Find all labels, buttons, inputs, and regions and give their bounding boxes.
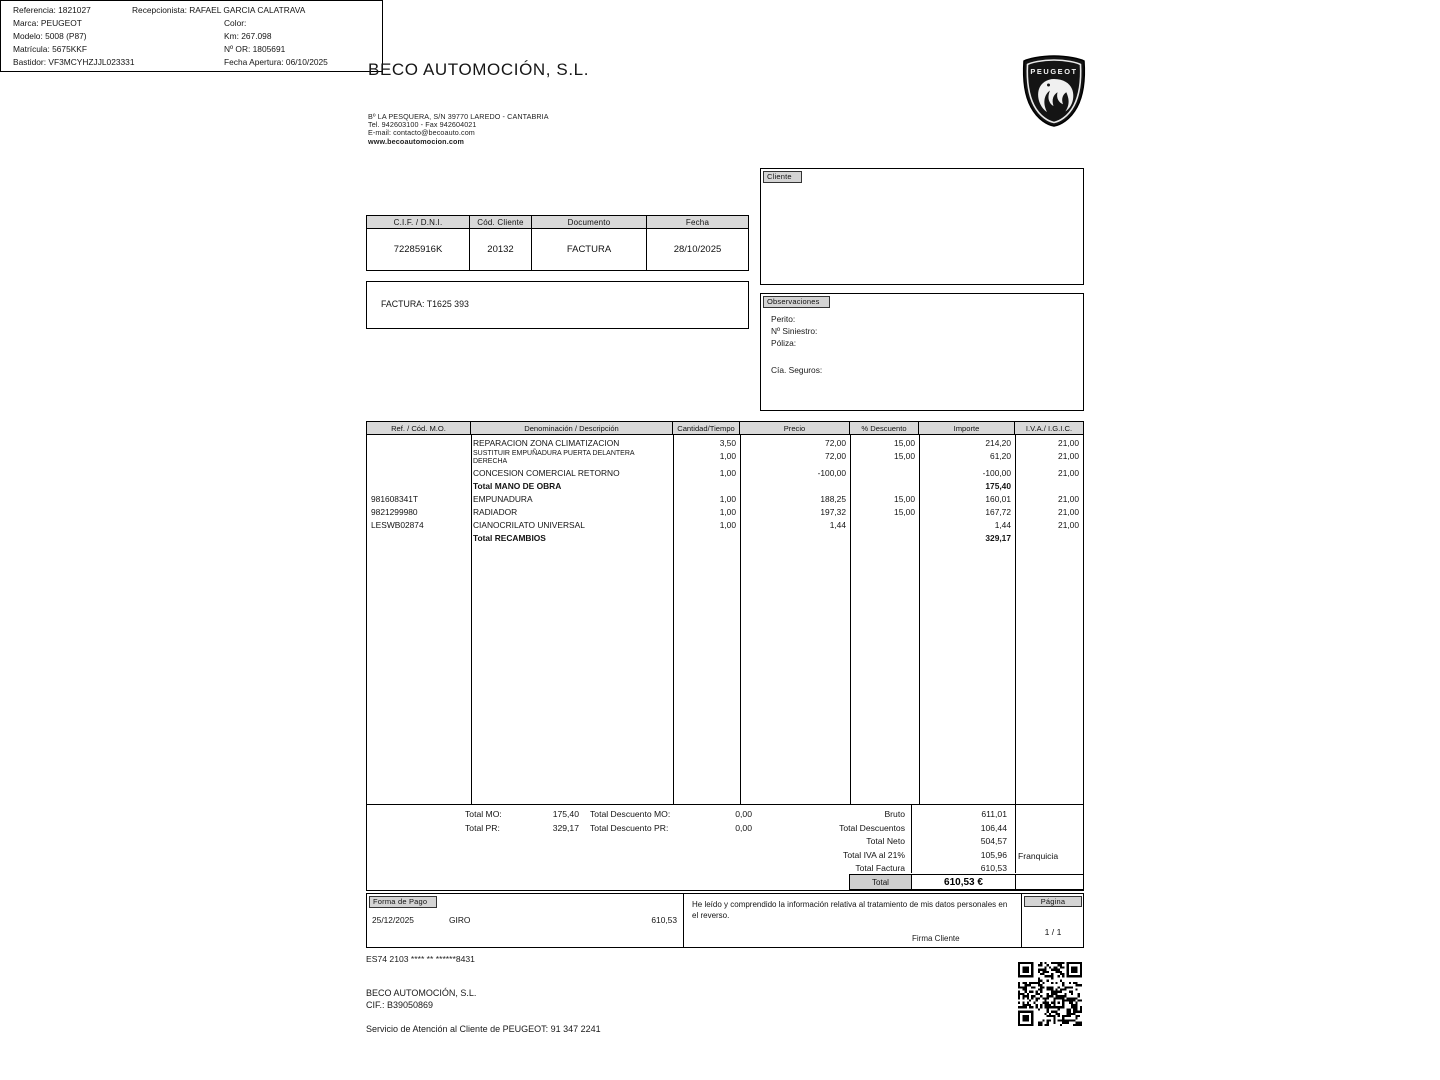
total-mo-value: 175,40 bbox=[552, 809, 579, 819]
table-row bbox=[367, 506, 1083, 518]
qr-code bbox=[1018, 962, 1082, 1026]
payment-amount: 610,53 bbox=[651, 915, 677, 925]
vehicle-vin: Bastidor: VF3MCYHZJJL023331 bbox=[13, 57, 135, 67]
summary-label: Total Factura bbox=[855, 863, 905, 873]
cell-price: 188,25 bbox=[820, 494, 846, 504]
cell-amount: 175,40 bbox=[985, 481, 1011, 491]
observations-insurer: Cía. Seguros: bbox=[771, 365, 823, 375]
cell-quantity: 1,00 bbox=[719, 451, 736, 461]
cell-description: REPARACION ZONA CLIMATIZACION bbox=[473, 438, 620, 448]
payment-method: GIRO bbox=[449, 915, 471, 925]
cell-price: -100,00 bbox=[817, 468, 846, 478]
cell-iva: 21,00 bbox=[1058, 468, 1079, 478]
vehicle-info-box bbox=[0, 0, 383, 72]
grand-total-label: Total bbox=[849, 874, 912, 890]
cell-amount: 61,20 bbox=[990, 451, 1011, 461]
work-order-number: Nº OR: 1805691 bbox=[224, 44, 286, 54]
col-header-iva: I.V.A./ I.G.I.C. bbox=[1025, 424, 1073, 433]
cell-description: CONCESION COMERCIAL RETORNO bbox=[473, 468, 620, 478]
observations-siniestro: Nº Siniestro: bbox=[771, 326, 818, 336]
cell-iva: 21,00 bbox=[1058, 520, 1079, 530]
col-header-desc: Denominación / Descripción bbox=[471, 422, 673, 434]
totals-divider bbox=[1015, 805, 1016, 873]
cell-discount: 15,00 bbox=[894, 507, 915, 517]
company-address-line: Bº LA PESQUERA, S/N 39770 LAREDO - CANTABRIA bbox=[368, 112, 549, 121]
client-box-tag: Cliente bbox=[763, 171, 802, 183]
cell-description: SUSTITUIR EMPUÑADURA PUERTA DELANTERA DERECHA bbox=[473, 450, 635, 465]
cell-quantity: 1,00 bbox=[719, 520, 736, 530]
company-email-line: E-mail: contacto@becoauto.com bbox=[368, 128, 475, 138]
cell-iva: 21,00 bbox=[1058, 451, 1079, 461]
footer-cif: CIF.: B39050869 bbox=[366, 1000, 434, 1010]
cell-description: CIANOCRILATO UNIVERSAL bbox=[473, 520, 585, 530]
observations-box bbox=[760, 293, 1084, 411]
vehicle-model: Modelo: 5008 (P87) bbox=[13, 31, 87, 41]
company-title: BECO AUTOMOCIÓN, S.L. bbox=[368, 60, 590, 79]
discount-mo-label: Total Descuento MO: bbox=[590, 809, 671, 819]
col-header-discount: % Descuento bbox=[850, 422, 919, 434]
grand-total-amount: 610,53 € bbox=[912, 874, 1016, 890]
cell-amount: 160,01 bbox=[985, 494, 1011, 504]
totals-divider bbox=[911, 805, 912, 873]
vehicle-brand: Marca: PEUGEOT bbox=[13, 18, 82, 28]
table-row bbox=[367, 437, 1083, 449]
cell-description: RADIADOR bbox=[473, 507, 518, 517]
cell-iva: 21,00 bbox=[1058, 494, 1079, 504]
cell-price: 72,00 bbox=[825, 438, 846, 448]
legal-consent-box bbox=[684, 893, 1022, 948]
cell-quantity: 1,00 bbox=[719, 507, 736, 517]
footer-iban: ES74 2103 **** ** ******8431 bbox=[366, 954, 475, 964]
cell-amount: 329,17 bbox=[985, 533, 1011, 543]
summary-value: 504,57 bbox=[980, 836, 1007, 846]
total-pr-label: Total PR: bbox=[465, 823, 500, 833]
observations-perito: Perito: bbox=[771, 314, 796, 324]
client-box bbox=[760, 168, 1084, 285]
table-row bbox=[367, 493, 1083, 505]
cell-price: 197,32 bbox=[820, 507, 846, 517]
line-items-header-row bbox=[367, 422, 1083, 435]
cell-reference: 9821299980 bbox=[371, 507, 418, 517]
header-col-document: Documento bbox=[532, 215, 647, 229]
table-row bbox=[367, 519, 1083, 531]
header-val-document: FACTURA bbox=[532, 229, 647, 271]
observations-poliza: Póliza: bbox=[771, 338, 797, 348]
company-website-line: www.becoautomocion.com bbox=[368, 136, 465, 146]
payment-date: 25/12/2025 bbox=[372, 915, 414, 925]
cell-reference: 981608341T bbox=[371, 494, 419, 504]
invoice-reference-text: FACTURA: T1625 393 bbox=[381, 299, 469, 309]
header-val-cif: 72285916K bbox=[366, 229, 470, 271]
company-address-block bbox=[368, 113, 549, 146]
cell-quantity: 3,50 bbox=[719, 438, 736, 448]
cell-price: 1,44 bbox=[829, 520, 846, 530]
footer-company-name: BECO AUTOMOCIÓN, S.L. bbox=[366, 988, 477, 998]
summary-label: Bruto bbox=[884, 809, 905, 819]
legal-consent-text: He leído y comprendido la información relativa al tratamiento de mis datos personales en el reverso. bbox=[692, 900, 1008, 920]
header-col-cif: C.I.F. / D.N.I. bbox=[366, 215, 470, 229]
discount-pr-label: Total Descuento PR: bbox=[590, 823, 669, 833]
total-mo-label: Total MO: bbox=[465, 809, 502, 819]
cell-description: Total MANO DE OBRA bbox=[473, 481, 562, 491]
table-row bbox=[367, 467, 1083, 479]
line-items-table bbox=[366, 421, 1084, 805]
table-row bbox=[367, 450, 1083, 465]
vehicle-km: Km: 267.098 bbox=[224, 31, 272, 41]
franquicia-label: Franquicia bbox=[1018, 851, 1059, 861]
col-header-price: Precio bbox=[740, 422, 850, 434]
svg-text:PEUGEOT: PEUGEOT bbox=[1030, 67, 1078, 76]
summary-value: 611,01 bbox=[981, 809, 1007, 819]
discount-pr-value: 0,00 bbox=[735, 823, 752, 833]
cell-discount: 15,00 bbox=[894, 438, 915, 448]
total-pr-value: 329,17 bbox=[552, 823, 579, 833]
observations-box-tag: Observaciones bbox=[763, 296, 830, 308]
vehicle-plate: Matrícula: 5675KKF bbox=[13, 44, 88, 54]
col-header-amount: Importe bbox=[919, 422, 1015, 434]
cell-price: 72,00 bbox=[825, 451, 846, 461]
peugeot-logo-icon bbox=[1018, 54, 1090, 128]
cell-iva: 21,00 bbox=[1058, 507, 1079, 517]
header-val-client-code: 20132 bbox=[470, 229, 532, 271]
summary-value: 105,96 bbox=[980, 849, 1007, 860]
cell-description: EMPUNADURA bbox=[473, 494, 533, 504]
page-number-value: 1 / 1 bbox=[1044, 927, 1062, 937]
cell-discount: 15,00 bbox=[894, 451, 915, 461]
header-col-date: Fecha bbox=[647, 215, 749, 229]
opening-date: Fecha Apertura: 06/10/2025 bbox=[224, 57, 328, 67]
receptionist: Recepcionista: RAFAEL GARCIA CALATRAVA bbox=[132, 5, 306, 15]
page-box-tag: Página bbox=[1024, 896, 1082, 907]
invoice-reference-box bbox=[366, 281, 749, 329]
cell-quantity: 1,00 bbox=[719, 494, 736, 504]
summary-label: Total Descuentos bbox=[839, 822, 905, 833]
table-row bbox=[367, 532, 1083, 544]
page-number-box bbox=[1022, 893, 1084, 948]
cell-quantity: 1,00 bbox=[719, 468, 736, 478]
signature-label: Firma Cliente bbox=[912, 934, 960, 943]
header-val-date: 28/10/2025 bbox=[647, 229, 749, 271]
cell-reference: LESWB02874 bbox=[371, 520, 424, 530]
company-phone-line: Tel. 942603100 - Fax 942604021 bbox=[368, 120, 477, 130]
cell-discount: 15,00 bbox=[894, 494, 915, 504]
payment-box bbox=[366, 893, 684, 948]
franquicia-value-box bbox=[1016, 874, 1084, 890]
summary-label: Total IVA al 21% bbox=[843, 849, 905, 860]
cell-amount: -100,00 bbox=[982, 468, 1011, 478]
cell-iva: 21,00 bbox=[1058, 438, 1079, 448]
summary-value: 610,53 bbox=[980, 863, 1007, 873]
summary-value: 106,44 bbox=[980, 822, 1007, 833]
vehicle-color: Color: bbox=[224, 18, 247, 28]
header-col-client-code: Cód. Cliente bbox=[470, 215, 532, 229]
col-header-ref: Ref. / Cód. M.O. bbox=[367, 422, 471, 434]
cell-description: Total RECAMBIOS bbox=[473, 533, 546, 543]
discount-mo-value: 0,00 bbox=[735, 809, 752, 819]
vehicle-reference: Referencia: 1821027 bbox=[13, 5, 91, 15]
cell-amount: 214,20 bbox=[985, 438, 1011, 448]
cell-amount: 167,72 bbox=[985, 507, 1011, 517]
table-row bbox=[367, 480, 1083, 492]
summary-label: Total Neto bbox=[866, 836, 905, 846]
col-header-qty: Cantidad/Tiempo bbox=[673, 422, 740, 434]
payment-box-tag: Forma de Pago bbox=[369, 896, 437, 908]
cell-amount: 1,44 bbox=[994, 520, 1011, 530]
footer-support: Servicio de Atención al Cliente de PEUGEOT: 91 347 2241 bbox=[366, 1024, 601, 1034]
